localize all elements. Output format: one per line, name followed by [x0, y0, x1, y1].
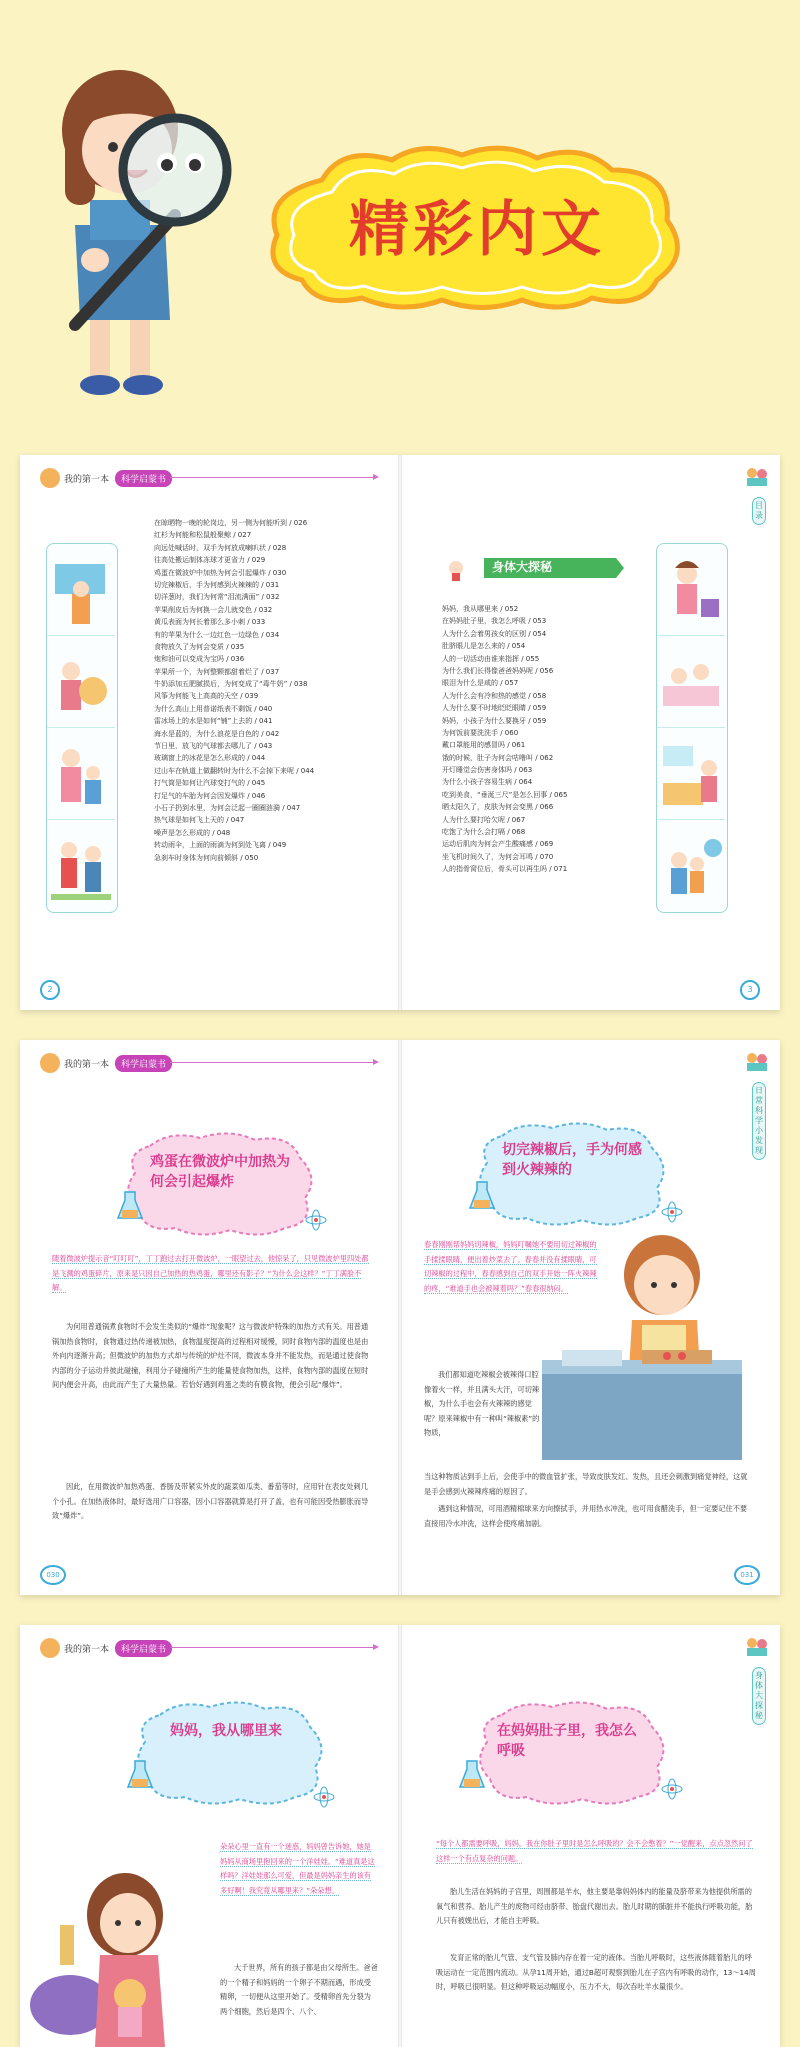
toc-entry[interactable]: 眼泪为什么是咸的 / 057: [442, 679, 519, 688]
article-right-page: [402, 1625, 780, 2047]
thumbnail-image: [657, 820, 725, 912]
toc-entry[interactable]: 妈妈，小孩子为什么要换牙 / 059: [442, 716, 547, 725]
toc-entry[interactable]: 晒太阳久了，皮肤为何会变黑 / 066: [442, 803, 554, 812]
toc-entry[interactable]: 红杉为何能和松鼠般聚鲸 / 027: [154, 531, 252, 540]
toc-entry[interactable]: 转动雨伞，上面的雨滴为何到处飞离 / 049: [154, 841, 287, 850]
toc-entry[interactable]: 苹果所一个，为何整颗都甜着烂了 / 037: [154, 667, 280, 676]
hero-title: 精彩内文: [349, 195, 605, 265]
kids-corner-icon: [744, 465, 770, 487]
article-body-paragraph: 大千世界，所有的孩子都是由父母所生。爸爸的一个精子和妈妈的一个卵子不期而遇，形成受精卵，一切便从这里开始了。受精卵首先分裂为两个细胞，然后是四个、八个、: [220, 1963, 378, 2016]
article-title: 切完辣椒后，手为何感到火辣辣的: [502, 1142, 642, 1178]
thumbnail-image: [657, 544, 725, 636]
toc-left-page: [20, 455, 398, 1010]
article-left-page: [20, 1040, 398, 1595]
atom-icon: [304, 1208, 328, 1232]
toc-entry[interactable]: 吃到美食，“垂涎三尺”是怎么回事 / 065: [442, 790, 568, 799]
header-divider: [170, 477, 375, 478]
page-number: 3: [740, 980, 760, 1000]
article-body-paragraph: 为何用普通锅煮食物时不会发生类似的“爆炸”现象呢？这与微波炉特殊的加热方式有关。用普通锅加热食物时，食物通过热传递被加热，食物温度提高的过程相对缓慢，同时食物内部的温度也是由外向内逐渐升高；但微波炉的加热方式却与传统的炉灶不同，微波本身并不能发热，而是通过使食物内部的分子运动并彼此碰撞，利用分子碰撞所产生的能量使食物加热，这样，食物内部的温度在短时间内便会升高，由此而产生了大量热量。若恰好遇到鸡蛋之类的有膜食物，便会引起“爆炸”。: [52, 1322, 369, 1389]
toc-entry[interactable]: 切完辣椒后，手为何感到火辣辣的 / 031: [154, 580, 280, 589]
header-divider: [170, 1647, 375, 1648]
article-intro: [436, 1837, 758, 1866]
toc-entry[interactable]: 人为什么要不时地眨眨眼睛 / 059: [442, 704, 547, 713]
page-number: 031: [734, 1565, 760, 1585]
toc-entry[interactable]: 人的指骨窝位后，骨头可以再生吗 / 071: [442, 865, 568, 874]
toc-entry[interactable]: 开灯睡觉会伤害身体吗 / 063: [442, 766, 533, 775]
article-title: 鸡蛋在微波炉中加热为何会引起爆炸: [150, 1154, 290, 1190]
toc-entry[interactable]: 炮和油可以变成为宝吗 / 036: [154, 655, 245, 664]
toc-entry[interactable]: 牛奶添加五肥腻损后，为何变成了“毒牛奶” / 038: [154, 680, 308, 689]
series-badge: 科学启蒙书: [115, 470, 172, 487]
article-body-paragraph: 胎儿生活在妈妈的子宫里，周围都是羊水，他主要是靠妈妈体内的能量及脐带来为他提供所需的氧气和营养。胎儿产生的废物可经由脐带、胎盘代谢出去。胎儿时期的肺脏并不能执行呼吸功能，胎儿只有被娩出后，才能自主呼吸。: [436, 1887, 753, 1925]
article-body-paragraph: 发育正常的胎儿气管、支气管及肺内存在着一定的液体。当胎儿呼吸时，这些液体随着胎儿的呼吸运动在一定范围内流动。从孕11周开始，通过B超可观察到胎儿在子宫内有呼吸的动作，13～14周时，呼吸已很明显。但这种呼吸运动幅度小，压力不大，每次吞吐羊水量很少。: [436, 1953, 756, 1991]
atom-icon: [660, 1777, 684, 1801]
toc-entry[interactable]: 肚脐眼儿是怎么来的 / 054: [442, 642, 526, 651]
toc-entry[interactable]: 向远处喊话时，双手为何放成喇叭状 / 028: [154, 543, 287, 552]
article-intro: [424, 1238, 602, 1296]
toc-entry[interactable]: 过山车在轨道上做翻转时为什么不会掉下来呢 / 044: [154, 766, 315, 775]
page-number: 2: [40, 980, 60, 1000]
toc-entry[interactable]: 为什么小孩子容易生病 / 064: [442, 778, 533, 787]
toc-entry[interactable]: 为什么我们长得像爸爸妈妈呢 / 056: [442, 666, 554, 675]
reader-avatar-icon: [40, 1053, 60, 1073]
article-spread-1: [20, 1040, 780, 1595]
article-body-paragraph: 因此，在用微波炉加热鸡蛋、香肠及带紧实外皮的蔬菜如瓜类、番茄等时，应用针在表皮处刺几个小孔。在加热液体时，最好选用广口容器，因小口容器就算是打开了盖，也有可能因受热膨胀而导致“爆炸”。: [52, 1482, 369, 1520]
section-side-tab[interactable]: 身体大探秘: [752, 1667, 766, 1725]
article-body-paragraph: 我们都知道吃辣椒会被辣得口腔像着火一样，并且满头大汗，可切辣椒，为什么手也会有火辣辣的感觉呢？原来辣椒中有一种叫“辣椒素”的物质，: [424, 1370, 540, 1437]
toc-entry[interactable]: 急刹车时身体为何向前倾斜 / 050: [154, 853, 259, 862]
atom-icon: [660, 1200, 684, 1224]
girl-with-doll-illustration: [30, 1865, 180, 2047]
toc-entry[interactable]: 有的苹果为什么一边红色一边绿色 / 034: [154, 630, 280, 639]
toc-entry[interactable]: 打气筒是如何让汽球变打气的 / 045: [154, 779, 266, 788]
kids-corner-icon: [744, 1050, 770, 1072]
toc-list: [442, 603, 632, 876]
toc-entry[interactable]: 切洋葱时，我们为何常“泪流满面” / 032: [154, 593, 280, 602]
toc-entry[interactable]: 人为什么会有冷和热的感觉 / 058: [442, 691, 547, 700]
toc-entry[interactable]: 噪声是怎么形成的 / 048: [154, 828, 231, 837]
page-header: [40, 467, 172, 489]
toc-entry[interactable]: 热气球是如何飞上天的 / 047: [154, 816, 245, 825]
toc-entry[interactable]: 苹果削皮后为何换一会儿就变色 / 032: [154, 605, 273, 614]
thumbnail-image: [47, 728, 115, 820]
article-title: 妈妈，我从哪里来: [170, 1723, 282, 1739]
toc-entry[interactable]: 人的一切活动由谁来指挥 / 055: [442, 654, 540, 663]
toc-entry[interactable]: 为什么高山上用普诺纸表不剩饭 / 040: [154, 704, 273, 713]
atom-icon: [312, 1785, 336, 1809]
toc-entry[interactable]: 在妈妈肚子里，我怎么呼吸 / 053: [442, 617, 547, 626]
intro-text: 随着微波炉提示音“叮叮叮”，丁丁跑过去打开微波炉，一眼望过去，他惊呆了，只见微波炉里四处都是飞溅的鸡蛋碎片，原来是只因自己加热的热鸡蛋，哪里还有影子？“为什么会这样？”丁丁满脸不解。: [52, 1254, 369, 1292]
kids-corner-icon: [744, 1635, 770, 1657]
toc-entry[interactable]: 人为什么会着男孩女的区别 / 054: [442, 629, 547, 638]
thumbnail-image: [47, 820, 115, 912]
series-badge: 科学启蒙书: [115, 1640, 172, 1657]
header-divider: [170, 1062, 375, 1063]
toc-entry[interactable]: 鸡蛋在微波炉中加热为何会引起爆炸 / 030: [154, 568, 287, 577]
thumbnail-image: [47, 544, 115, 636]
article-right-page: [402, 1040, 780, 1595]
toc-thumbnail-column: [656, 543, 728, 913]
beaker-icon: [126, 1759, 154, 1789]
toc-entry[interactable]: 在晾晒物一晚的轮岗边，另一侧为何能听到 / 026: [154, 519, 308, 527]
beaker-icon: [458, 1759, 486, 1789]
intro-text: 朵朵心里一直有一个迷惑，妈妈曾告诉她，她是妈妈从商场里抱回来的一个洋娃娃。“难道真是这样吗？洋娃娃那么可爱，但最是妈妈亲生的该有多好啊！我究竟从哪里来？”朵朵想。: [220, 1842, 375, 1895]
toc-entry[interactable]: 戴口罩能用的感冒吗 / 061: [442, 741, 526, 750]
toc-entry[interactable]: 吃饱了为什么会打嗝 / 068: [442, 828, 526, 837]
title-bubble-shape: [130, 1697, 330, 1807]
beaker-icon: [116, 1190, 144, 1220]
section-side-tab[interactable]: 日常科学小发现: [752, 1082, 766, 1160]
toc-entry[interactable]: 往高处搬运制体冻球才更省力 / 029: [154, 556, 266, 565]
article-body-paragraph: 当这种物质沾到手上后，会使手中的微血管扩张，导致皮肤发红、发热，且还会刺激到痛觉神经，这就是手会感到火辣辣疼痛的原因了。: [424, 1472, 748, 1496]
kitchen-sink-illustration: [542, 1350, 772, 1460]
section-side-tab[interactable]: 目录: [752, 497, 766, 525]
toc-right-page: [402, 455, 780, 1010]
thumbnail-image: [657, 728, 725, 820]
article-title: 在妈妈肚子里，我怎么呼吸: [497, 1723, 637, 1759]
toc-entry[interactable]: 风筝为何能飞上高高的天空 / 039: [154, 692, 259, 701]
toc-entry[interactable]: 妈妈，我从哪里来 / 052: [442, 605, 519, 613]
article-intro: [220, 1840, 378, 1898]
girl-with-magnifier-illustration: [55, 55, 250, 410]
toc-entry[interactable]: 节日里，放飞的气球都去哪儿了 / 043: [154, 742, 273, 751]
intro-text: 春春刚刚帮妈妈切辣椒，妈妈叮嘱她不要用切过辣椒的手揉揉眼睛，便出着炒菜去了。春春并没有揉眼睛，可切辣椒的过程中，春春感到自己的双手开始一阵火辣辣的疼，“难道手也会被辣着吗？”春春很纳闷。: [424, 1240, 597, 1293]
toc-entry[interactable]: 小石子扔到水里，为何会泛起一圈圈涟漪 / 047: [154, 803, 301, 812]
thumbnail-image: [657, 636, 725, 728]
series-badge: 科学启蒙书: [115, 1055, 172, 1072]
thumbnail-image: [47, 636, 115, 728]
article-spread-2: [20, 1625, 780, 2047]
section-title: 身体大探秘: [492, 560, 553, 574]
beaker-icon: [468, 1180, 496, 1210]
toc-entry[interactable]: 打足气的车胎为何会因发爆炸 / 046: [154, 791, 266, 800]
toc-spread: [20, 455, 780, 1010]
series-title: 我的第一本: [64, 1059, 110, 1070]
page-number: 030: [40, 1565, 66, 1585]
reader-avatar-icon: [40, 468, 60, 488]
intro-text: “每个人都需要呼吸，妈妈，我在你肚子里时是怎么呼吸的？会不会憋着？”一觉醒来，点点忽然问了这样一个有点复杂的问题。: [436, 1839, 753, 1863]
article-intro: [52, 1252, 370, 1296]
toc-thumbnail-column: [46, 543, 118, 913]
series-title: 我的第一本: [64, 1644, 110, 1655]
toc-entry[interactable]: 为何饭前要洗洗手 / 060: [442, 728, 519, 737]
toc-entry[interactable]: 海水是蓝的，为什么浪花是白色的 / 042: [154, 729, 280, 738]
page-header: [40, 1637, 172, 1659]
toc-entry[interactable]: 运动后肌肉为何会产生酸痛感 / 069: [442, 840, 554, 849]
toc-entry[interactable]: 饿的时候，肚子为何会咕噜叫 / 062: [442, 753, 554, 762]
page-header: [40, 1052, 172, 1074]
series-title: 我的第一本: [64, 474, 110, 485]
toc-entry[interactable]: 雷冰场上的水是如何“铺”上去的 / 041: [154, 717, 273, 726]
toc-list: [154, 517, 384, 864]
article-body-paragraph: 遇到这种情况，可用酒精棉球来方向擦拭手，并用热水冲洗，也可用食醋洗手，但一定要记住不要直接用冷水冲洗，这样会使疼痛加剧。: [424, 1504, 748, 1528]
toc-entry[interactable]: 玻璃窗上的冰花是怎么形成的 / 044: [154, 754, 266, 763]
article-left-page: [20, 1625, 398, 2047]
toc-entry[interactable]: 坐飞机时间久了，为何会耳鸣 / 070: [442, 852, 554, 861]
reader-avatar-icon: [40, 1638, 60, 1658]
toc-entry[interactable]: 食物放久了为何会变质 / 035: [154, 642, 245, 651]
toc-entry[interactable]: 黄瓜表面为何长着那么多小刺 / 033: [154, 618, 266, 627]
toc-entry[interactable]: 人为什么要打哈欠呢 / 067: [442, 815, 526, 824]
hero-banner: [0, 0, 800, 440]
